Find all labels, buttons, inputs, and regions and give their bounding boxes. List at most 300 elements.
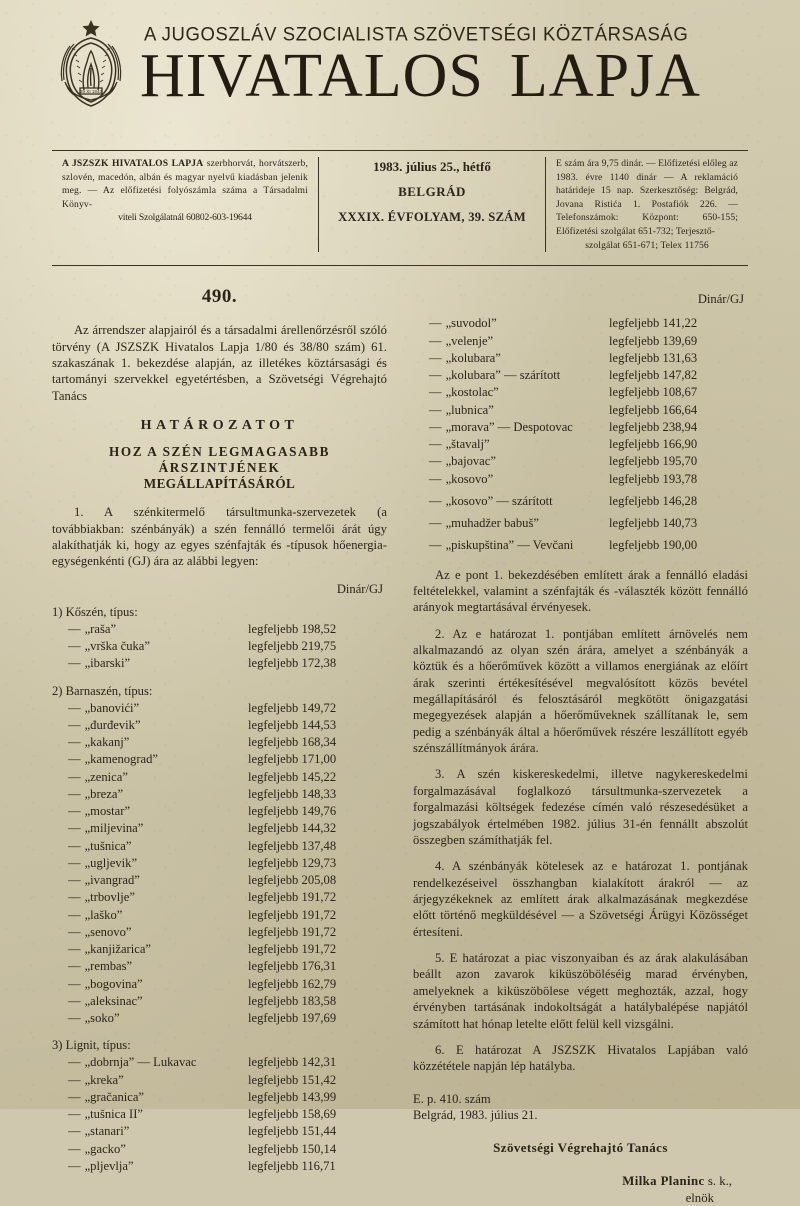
decision-caption-line-2: MEGÁLLAPÍTÁSÁRÓL [143,476,296,492]
price-row [413,384,748,401]
price-row-value [248,838,387,855]
publication-info-body: szerbhorvát, horvátszerb, szlovén, macedón, albán és magyar nyelvű kiadásban jelenik meg. — Az előfizetési folyószámla száma a Társadalmi Könyv- [62,158,309,210]
provision-point-6: 6. E határozat A JSZSZK Hivatalos Lapjában való közzététele napján lép hatályba. [413,1042,748,1074]
price-row [52,889,387,906]
price-name-text: „zenica” [84,769,128,784]
price-row-value [248,1089,387,1106]
price-row-name [413,471,609,488]
price-name-text: „soko” [84,1011,120,1026]
price-row [52,734,387,751]
em-dash-icon: — [68,639,81,654]
max-label: legfeljebb [248,1107,299,1122]
signature-block [413,1174,748,1206]
price-row-value [609,350,748,367]
price-row [52,1141,387,1158]
price-row [413,315,748,332]
price-row-name [413,367,609,384]
price-row [52,803,387,820]
price-name-text: „kakanj” [84,735,130,750]
price-amount: 142,31 [301,1055,337,1070]
price-amount: 137,48 [301,838,337,853]
max-label: legfeljebb [248,959,299,974]
info-cell-issue [319,157,546,252]
price-row [52,700,387,717]
em-dash-icon: — [429,538,442,553]
em-dash-icon: — [68,1072,81,1087]
em-dash-icon: — [68,924,81,939]
max-label: legfeljebb [248,855,299,870]
decision-caption [52,444,387,492]
price-row-value [248,786,387,803]
price-row-value [248,820,387,837]
masthead-kicker: A JUGOSZLÁV SZOCIALISTA SZÖVETSÉGI KÖZTÁRSASÁG [144,22,689,45]
price-name-text: „stanari” [84,1124,130,1139]
price-row [52,655,387,672]
price-row [52,638,387,655]
signer-suffix: s. k., [707,1174,732,1189]
price-amount: 190,00 [662,538,698,553]
price-name-text: „ibarski” [84,656,131,671]
max-label: legfeljebb [609,350,660,365]
em-dash-icon: — [68,993,81,1008]
price-row-name [413,315,609,332]
price-name-text: „muhadžer babuš” [445,516,539,531]
price-amount: 191,72 [301,890,337,905]
price-amount: 166,64 [662,402,698,417]
price-row-name [52,700,248,717]
price-row [413,333,748,350]
price-row-name [52,958,248,975]
price-row [413,453,748,470]
em-dash-icon: — [68,786,81,801]
price-row-name [413,453,609,470]
em-dash-icon: — [68,1158,81,1173]
price-amount: 150,14 [301,1141,337,1156]
price-amount: 183,58 [301,993,337,1008]
price-amount: 158,69 [301,1107,337,1122]
price-amount: 143,99 [301,1089,337,1104]
max-label: legfeljebb [248,656,299,671]
price-name-text: „velenje” [445,333,494,348]
price-name-text: „aleksinac” [84,993,143,1008]
em-dash-icon: — [68,821,81,836]
price-row-name [52,655,248,672]
price-row [52,1123,387,1140]
price-row [52,786,387,803]
price-group-title: 1) Kőszén, típus: [52,604,138,619]
max-label: legfeljebb [248,1011,299,1026]
price-row-value [609,515,748,532]
em-dash-icon: — [429,350,442,365]
max-label: legfeljebb [248,752,299,767]
em-dash-icon: — [68,752,81,767]
price-row [52,907,387,924]
article-number: 490. [201,286,238,308]
price-row-name [52,993,248,1010]
max-label: legfeljebb [609,402,660,417]
price-amount: 141,22 [662,316,698,331]
price-amount: 198,52 [301,621,337,636]
price-name-text: „dobrnja” — Lukavac [84,1055,197,1070]
em-dash-icon: — [68,1089,81,1104]
price-group-rows [52,700,387,1028]
price-row-name [52,786,248,803]
max-label: legfeljebb [248,976,299,991]
price-group-rows-continued [413,315,748,554]
max-label: legfeljebb [248,873,299,888]
emblem-date-text: 29 XI 1943 [79,89,103,94]
price-row-value [248,993,387,1010]
price-row-name [413,436,609,453]
price-name-text: „rembas” [84,959,133,974]
max-label: legfeljebb [609,516,660,531]
max-label: legfeljebb [609,437,660,452]
price-row-value [609,436,748,453]
price-row [52,1072,387,1089]
provision-point-4: 4. A szénbányák kötelesek az e határozat 1. pontjának rendelkezéseivel összhangban kialakított árakról — az árjegyzékeknek az említett árak alkalmazásának megkezdése előtt történő megküldésével — a Szövetségi Árügyi Közösséget értesíteni. [413,859,748,939]
max-label: legfeljebb [248,786,299,801]
price-row-name [52,820,248,837]
max-label: legfeljebb [248,821,299,836]
price-amount: 144,53 [301,717,337,732]
em-dash-icon: — [429,333,442,348]
price-row-value [248,803,387,820]
max-label: legfeljebb [609,316,660,331]
price-row-value [248,700,387,717]
yugoslavia-coat-of-arms-icon [54,18,128,114]
price-row-value [248,621,387,638]
em-dash-icon: — [429,437,442,452]
price-row-name [413,333,609,350]
column-right [413,280,748,1206]
price-amount: 147,82 [662,368,698,383]
em-dash-icon: — [68,907,81,922]
price-amount: 191,72 [301,942,337,957]
em-dash-icon: — [68,838,81,853]
em-dash-icon: — [68,976,81,991]
price-row-value [609,419,748,436]
price-row-name [52,1123,248,1140]
price-name-text: „ivangrad” [84,873,140,888]
price-amount: 139,69 [662,333,698,348]
price-row-value [248,1072,387,1089]
price-amount: 151,44 [301,1124,337,1139]
price-row-name [413,384,609,401]
price-row [52,924,387,941]
max-label: legfeljebb [609,471,660,486]
price-row-value [248,1141,387,1158]
price-row-value [248,907,387,924]
price-name-text: „kosovo” — szárított [445,493,553,508]
price-row-name [52,872,248,889]
price-name-text: „lubnica” [445,402,494,417]
price-row-value [248,941,387,958]
price-row-name [413,419,609,436]
em-dash-icon: — [68,890,81,905]
price-row [52,993,387,1010]
price-name-text: „mostar” [84,804,131,819]
price-row [413,537,748,554]
price-row-value [248,1123,387,1140]
price-row [413,493,748,510]
em-dash-icon: — [68,735,81,750]
price-amount: 149,72 [301,700,337,715]
max-label: legfeljebb [248,735,299,750]
subscription-info-text [556,157,738,252]
price-row-value [248,976,387,993]
price-row-value [248,1054,387,1071]
price-name-text: „tušnica II” [84,1107,143,1122]
max-label: legfeljebb [248,890,299,905]
article-point-1: 1. A szénkitermelő társultmunka-szervezetek (a továbbiakban: szénbányák) a szén fennálló termelői árát úgy alakíthatják ki, hogy az egyes szénfajták és -típusok hőenergia-egységenkénti (GJ) ára az alábbi legyen: [52,505,387,569]
price-row-name [413,350,609,367]
price-row-value [248,751,387,768]
masthead [52,0,748,142]
wordmark-part-1: HIVATALOS [140,42,484,110]
price-amount: 205,08 [301,873,337,888]
price-row-name [413,537,609,554]
price-row [52,621,387,638]
price-row [52,958,387,975]
masthead-titles [140,22,748,110]
max-label: legfeljebb [609,493,660,508]
price-row [52,820,387,837]
price-row-name [52,1054,248,1071]
info-strip [52,151,748,257]
price-name-text: „đurđevik” [84,717,141,732]
price-row-name [52,855,248,872]
price-row-name [52,907,248,924]
em-dash-icon: — [68,804,81,819]
price-row [413,402,748,419]
price-group-spacer [52,673,387,684]
price-amount: 171,00 [301,752,337,767]
max-label: legfeljebb [609,454,660,469]
price-name-text: „senovo” [84,924,132,939]
max-label: legfeljebb [248,1158,299,1173]
price-row-value [248,734,387,751]
price-row [413,419,748,436]
em-dash-icon: — [68,621,81,636]
price-row-name [413,493,609,510]
em-dash-icon: — [68,656,81,671]
price-row-name [52,803,248,820]
price-row-value [248,1010,387,1027]
price-row-name [52,769,248,786]
price-amount: 129,73 [301,855,337,870]
price-row-value [609,333,748,350]
price-amount: 162,79 [301,976,337,991]
price-name-text: „miljevina” [84,821,144,836]
price-amount: 144,32 [301,821,337,836]
max-label: legfeljebb [248,621,299,636]
max-label: legfeljebb [609,368,660,383]
price-row [52,717,387,734]
price-name-text: „raša” [84,621,117,636]
price-row-name [52,1072,248,1089]
price-group-title: 2) Barnaszén, típus: [52,683,153,698]
price-row-value [248,889,387,906]
price-row-name [52,751,248,768]
price-amount: 168,34 [301,735,337,750]
price-row [52,1089,387,1106]
max-label: legfeljebb [248,1089,299,1104]
price-row-value [248,717,387,734]
price-row [413,367,748,384]
price-amount: 191,72 [301,924,337,939]
price-row-value [609,315,748,332]
issue-city: BELGRÁD [398,184,466,199]
price-row-name [52,838,248,855]
price-row-name [52,1141,248,1158]
publication-info-lead: A JSZSZK HIVATALOS LAPJA [62,158,204,169]
price-row [52,838,387,855]
price-row [52,1010,387,1027]
price-row-value [248,958,387,975]
decision-heading: HATÁROZATOT [140,418,299,434]
price-name-text: „gračanica” [84,1089,145,1104]
price-row [52,976,387,993]
price-amount: 166,90 [662,437,698,452]
em-dash-icon: — [68,855,81,870]
price-amount: 197,69 [301,1011,337,1026]
max-label: legfeljebb [248,804,299,819]
price-amount: 195,70 [662,454,698,469]
info-cell-publication [52,157,319,252]
issuing-body: Szövetségi Végrehajtó Tanács [493,1140,668,1156]
price-name-text: „kolubara” — szárított [445,368,561,383]
price-name-text: „bajovac” [445,454,496,469]
price-group-rows [52,1054,387,1175]
subscription-telex-line: szolgálat 651-671; Telex 11756 [585,239,709,251]
price-row-value [248,638,387,655]
em-dash-icon: — [429,516,442,531]
price-row-name [52,1158,248,1175]
price-row-name [413,402,609,419]
publication-info-text [62,157,308,225]
max-label: legfeljebb [248,993,299,1008]
price-amount: 116,71 [301,1158,336,1173]
price-name-text: „piskupština” — Vevčani [445,538,574,553]
price-name-text: „suvodol” [445,316,497,331]
article-columns [52,280,748,1206]
max-label: legfeljebb [609,419,660,434]
signature-reference-block [413,1091,748,1125]
price-name-text: „tušnica” [84,838,132,853]
em-dash-icon: — [429,368,442,383]
column-left [52,280,387,1206]
issue-volume-number: XXXIX. ÉVFOLYAM, 39. SZÁM [338,210,526,224]
price-row-value [248,655,387,672]
price-amount: 219,75 [301,639,337,654]
price-row-value [248,872,387,889]
price-row [413,515,748,532]
em-dash-icon: — [429,454,442,469]
subscription-info-body: E szám ára 9,75 dinár. — Előfizetési előleg az 1983. évre 1140 dinár — A reklamáció határideje 15 nap. Szerkesztőség: Belgrád, Jovana Ristića 1. Postafiók 226. — Telefonszámok: Központ: 650-155; Előfizetési szolgálat 651-732; Terjesztő- [556,158,739,238]
price-name-text: „gacko” [84,1141,126,1156]
price-name-text: „ugljevik” [84,855,138,870]
price-group-rows [52,621,387,673]
price-name-text: „štavalj” [445,437,490,452]
price-row-value [248,1158,387,1175]
price-name-text: „pljevlja” [84,1158,134,1173]
max-label: legfeljebb [248,639,299,654]
price-row-value [609,367,748,384]
price-row-value [248,855,387,872]
price-amount: 108,67 [662,385,698,400]
max-label: legfeljebb [248,1055,299,1070]
provision-note: Az e pont 1. bekezdésében említett árak a fennálló eladási feltételekkel, valamint a szénfajták és -választék között fennálló arányok megtartásával érvényesek. [413,567,748,615]
em-dash-icon: — [429,471,442,486]
max-label: legfeljebb [248,907,299,922]
price-row-name [52,1089,248,1106]
masthead-wordmark [140,42,748,110]
price-row-value [609,384,748,401]
price-name-text: „kamenograd” [84,752,159,767]
em-dash-icon: — [68,1124,81,1139]
max-label: legfeljebb [248,838,299,853]
price-row-value [248,769,387,786]
signer-name: Milka Planinc [622,1174,705,1189]
price-row-value [609,471,748,488]
price-unit-header-right: Dinár/GJ [697,292,744,307]
price-name-text: „kosovo” [445,471,494,486]
price-row-value [609,537,748,554]
price-amount: 191,72 [301,907,337,922]
price-amount: 151,42 [301,1072,337,1087]
price-name-text: „bogovina” [84,976,143,991]
em-dash-icon: — [429,316,442,331]
signature-place-date: Belgrád, 1983. július 21. [413,1108,538,1123]
price-row [413,471,748,488]
article-intro-paragraph: Az árrendszer alapjairól és a társadalmi árellenőrzésről szóló törvény (A JSZSZK Hivatalos Lapja 1/80 és 38/80 szám) 61. szakaszának 1. bekezdése alapján, az illetékes köztársasági és tartományi szervekkel egyetértésben, a Szövetségi Végrehajtó Tanács [52,323,387,403]
em-dash-icon: — [68,942,81,957]
price-name-text: „laško” [84,907,123,922]
price-amount: 193,78 [662,471,698,486]
em-dash-icon: — [68,873,81,888]
signer-role: elnök [685,1191,714,1206]
price-row [52,872,387,889]
max-label: legfeljebb [248,942,299,957]
price-name-text: „kreka” [84,1072,124,1087]
price-amount: 238,94 [662,419,698,434]
price-amount: 140,73 [662,516,698,531]
max-label: legfeljebb [248,924,299,939]
price-row-name [52,638,248,655]
price-amount: 149,76 [301,804,337,819]
price-name-text: „trbovlje” [84,890,135,905]
price-amount: 131,63 [662,350,698,365]
em-dash-icon: — [68,717,81,732]
price-row-value [248,924,387,941]
price-row-name [52,621,248,638]
em-dash-icon: — [68,1141,81,1156]
price-name-text: „kostolac” [445,385,499,400]
reference-number: E. p. 410. szám [413,1091,491,1106]
max-label: legfeljebb [248,769,299,784]
max-label: legfeljebb [248,1072,299,1087]
price-name-text: „breza” [84,786,124,801]
price-row [52,1158,387,1175]
max-label: legfeljebb [248,1124,299,1139]
em-dash-icon: — [429,419,442,434]
price-amount: 172,38 [301,656,337,671]
price-name-text: „kanjižarica” [84,942,152,957]
price-row-name [52,1010,248,1027]
em-dash-icon: — [68,700,81,715]
em-dash-icon: — [429,493,442,508]
max-label: legfeljebb [609,538,660,553]
